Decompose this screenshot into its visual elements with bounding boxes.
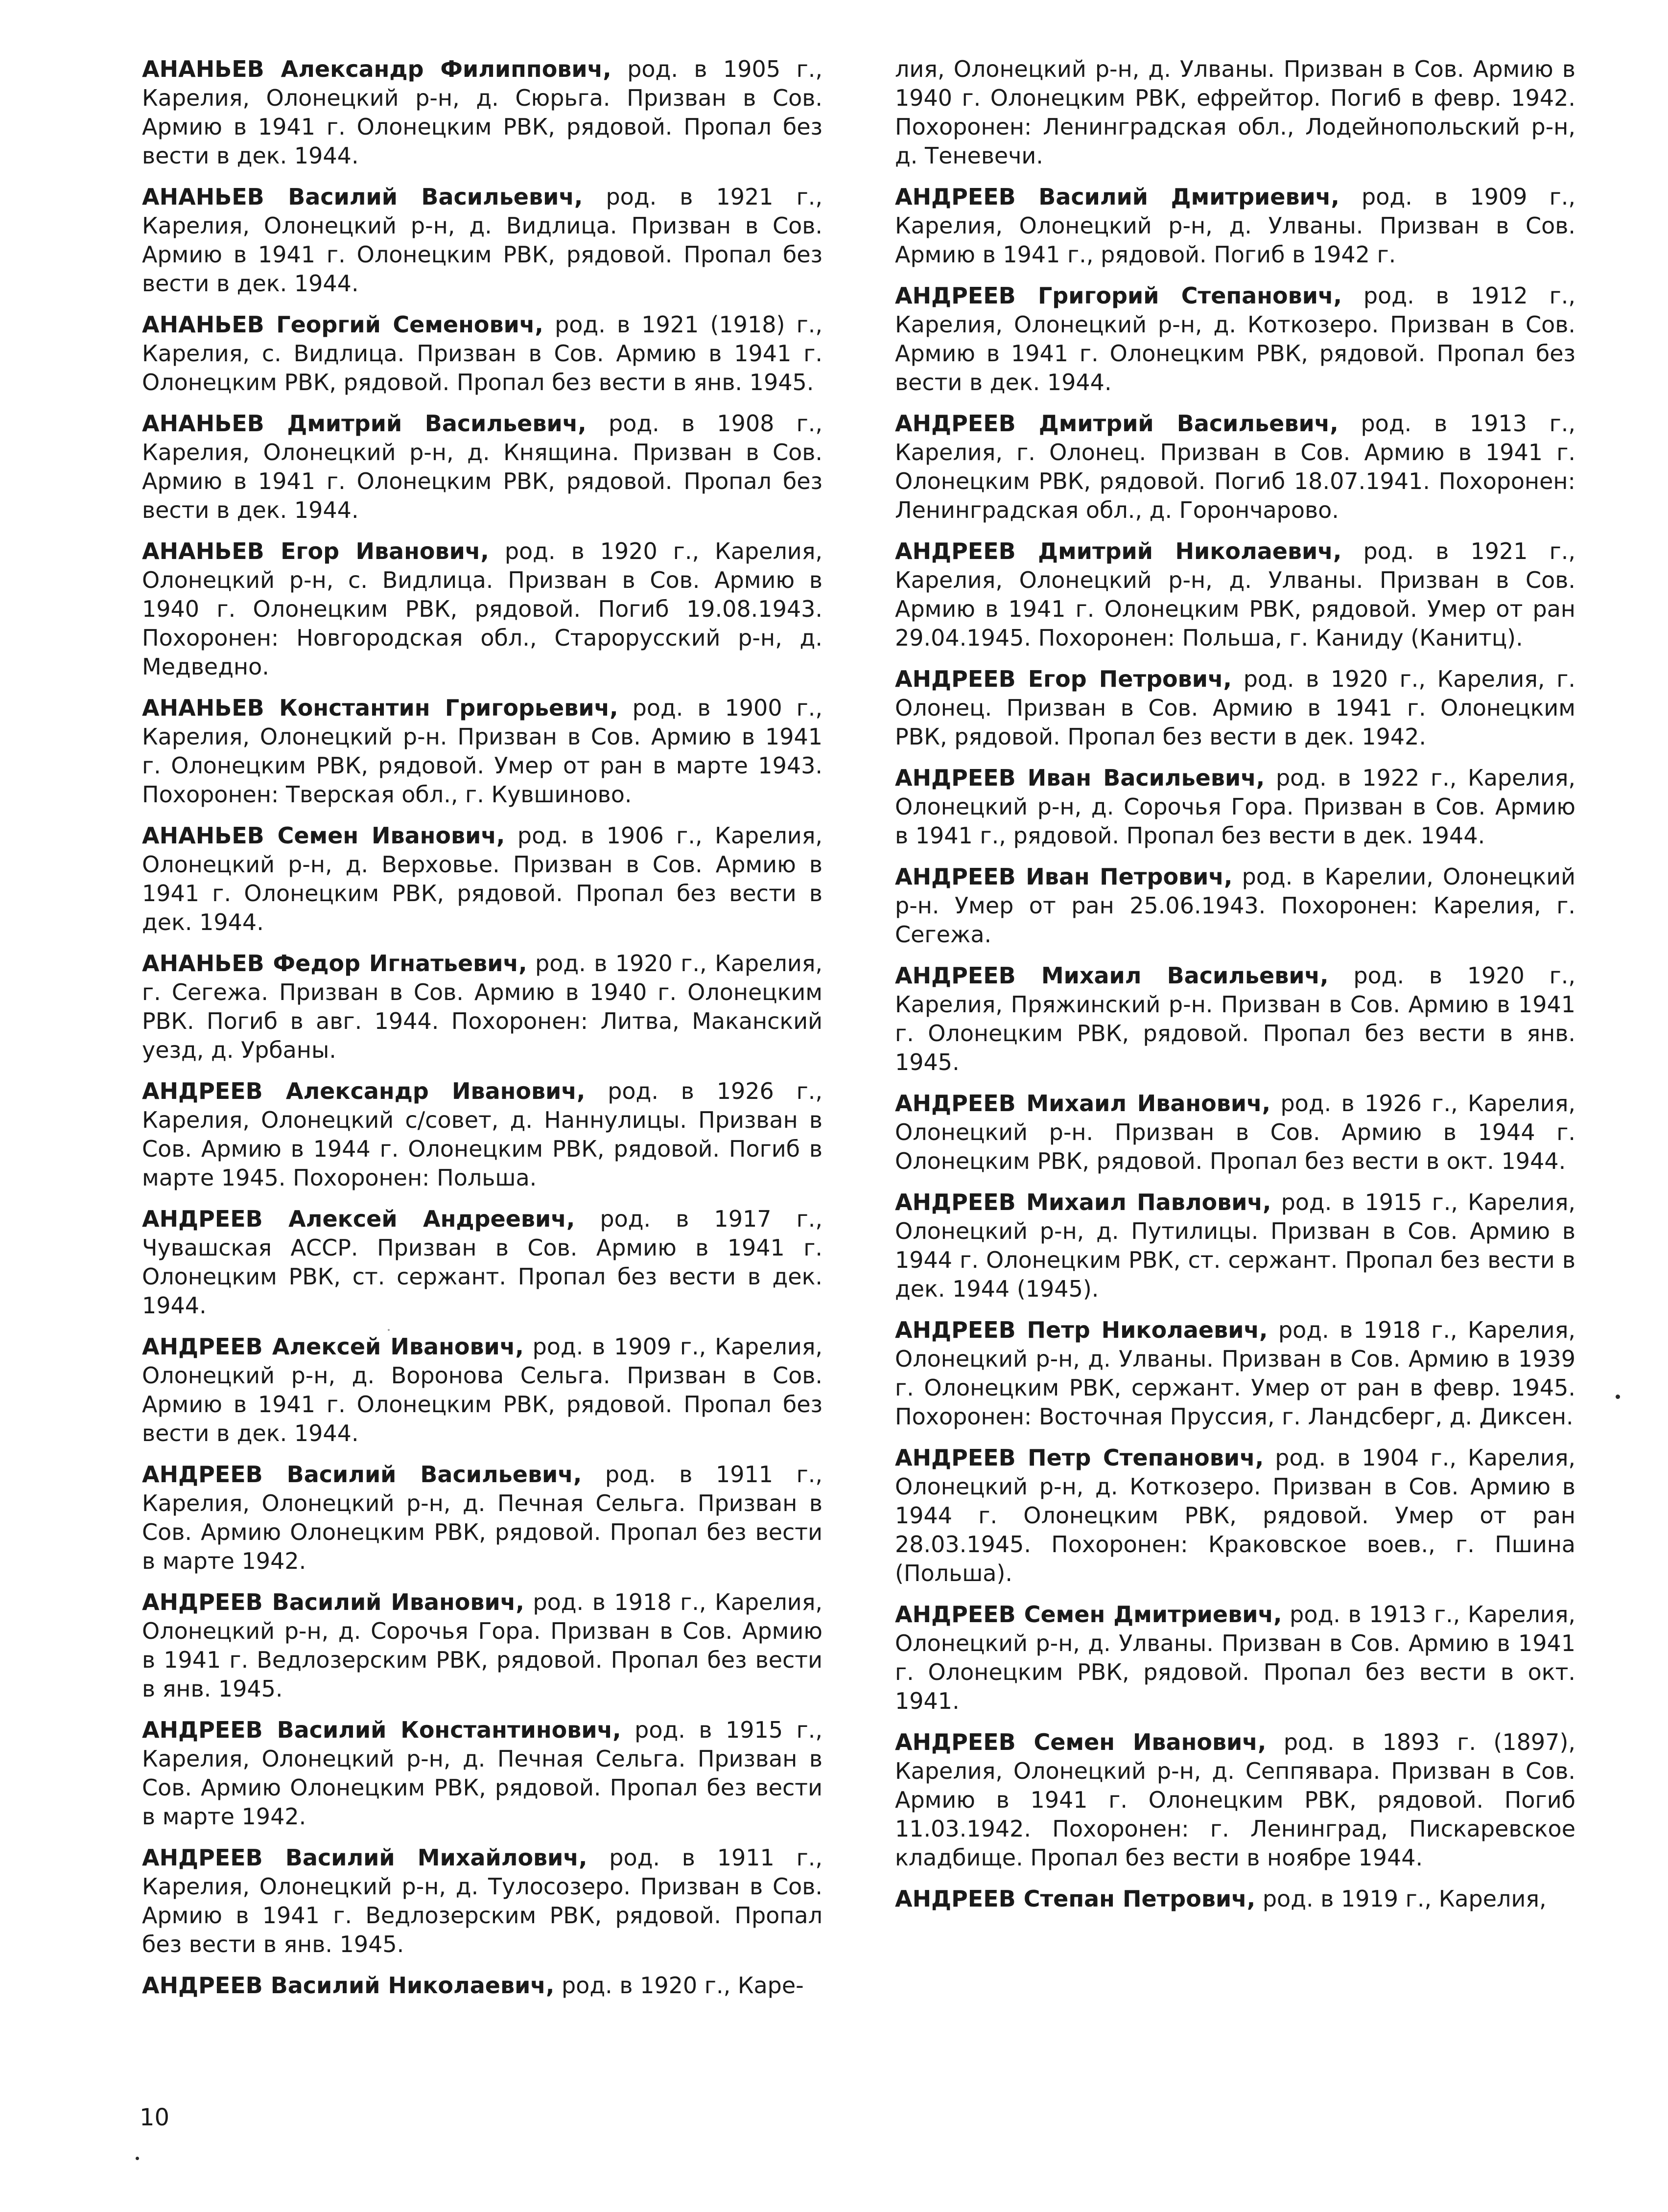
entry: [895, 537, 1575, 652]
entry: [895, 961, 1575, 1077]
entry-name: АНАНЬЕВ Федор Игнатьевич,: [142, 950, 527, 977]
entry-name: АНДРЕЕВ Василий Васильевич,: [142, 1461, 582, 1488]
entry-text: род. в 1926 г., Карелия, Олонецкий р-н. Призван в Сов. Армию в 1944 г. Олонецким РВК, рядовой. Пропал без вести в окт. 1944.: [895, 1090, 1575, 1174]
entry-text: род. в 1911 г., Карелия, Олонецкий р-н, д. Печная Сельга. Призван в Сов. Армию Олонецким РВК, рядовой. Пропал без вести в марте 1942.: [142, 1461, 822, 1574]
entry-text: род. в 1915 г., Карелия, Олонецкий р-н, д. Печная Сельга. Призван в Сов. Армию Олонецким РВК, рядовой. Пропал без вести в марте 1942.: [142, 1717, 822, 1830]
entry-name: АНДРЕЕВ Александр Иванович,: [142, 1078, 586, 1104]
entry: [142, 1205, 822, 1320]
entry: [142, 183, 822, 298]
entry-text: род. в Карелии, Олонецкий р-н. Умер от ран 25.06.1943. Похоронен: Карелия, г. Сегежа.: [895, 863, 1575, 948]
entry: [142, 537, 822, 681]
entry-name: АНДРЕЕВ Егор Петрович,: [895, 666, 1232, 692]
entry-name: АНДРЕЕВ Петр Николаевич,: [895, 1317, 1268, 1343]
entry-name: АНДРЕЕВ Василий Дмитриевич,: [895, 184, 1339, 210]
page-number: 10: [140, 2104, 170, 2131]
entry-name: АНДРЕЕВ Григорий Степанович,: [895, 282, 1342, 309]
entry: [142, 1843, 822, 1959]
entry: [142, 55, 822, 170]
entry-text: род. в 1909 г., Карелия, Олонецкий р-н, д. Воронова Сельга. Призван в Сов. Армию в 1941 г. Олонецким РВК, рядовой. Пропал без вести в дек. 1944.: [142, 1333, 823, 1446]
entry-name: АНДРЕЕВ Алексей Андреевич,: [142, 1206, 575, 1232]
entry: [895, 1316, 1575, 1431]
entry-text: лия, Олонецкий р-н, д. Улваны. Призван в Сов. Армию в 1940 г. Олонецким РВК, ефрейтор. Погиб в февр. 1942. Похоронен: Ленинградская обл., Лодейнопольский р-н, д. Теневечи.: [895, 56, 1575, 169]
entry-text: род. в 1913 г., Карелия, г. Олонец. Призван в Сов. Армию в 1941 г. Олонецким РВК, рядовой. Погиб 18.07.1941. Похоронен: Ленинградская обл., д. Горончарово.: [895, 410, 1576, 523]
entry-name: АНДРЕЕВ Василий Константинович,: [142, 1717, 621, 1743]
entry-name: АНДРЕЕВ Семен Иванович,: [895, 1729, 1267, 1755]
entry-text: род. в 1909 г., Карелия, Олонецкий р-н, д. Улваны. Призван в Сов. Армию в 1941 г., рядовой. Погиб в 1942 г.: [895, 184, 1575, 268]
entry-text: род. в 1913 г., Карелия, Олонецкий р-н, д. Улваны. Призван в Сов. Армию в 1941 г. Олонецким РВК, рядовой. Пропал без вести в окт. 1941.: [895, 1601, 1575, 1714]
entry-name: АНДРЕЕВ Семен Дмитриевич,: [895, 1601, 1282, 1628]
entry: [895, 665, 1575, 751]
entry-text: род. в 1920 г., Карелия, г. Сегежа. Призван в Сов. Армию в 1940 г. Олонецким РВК. Погиб в авг. 1944. Похоронен: Литва, Маканский уезд, д. Урбаны.: [142, 950, 823, 1063]
entry-text: род. в 1906 г., Карелия, Олонецкий р-н, д. Верховье. Призван в Сов. Армию в 1941 г. Олонецким РВК, рядовой. Пропал без вести в дек. 1944.: [142, 822, 822, 935]
entry-name: АНАНЬЕВ Георгий Семенович,: [142, 311, 543, 338]
entry-name: АНАНЬЕВ Александр Филиппович,: [142, 56, 611, 82]
entry-text: род. в 1919 г., Карелия,: [1262, 1886, 1547, 1912]
entry: [895, 1444, 1575, 1588]
entry-text: род. в 1920 г., Карелия, г. Олонец. Призван в Сов. Армию в 1941 г. Олонецким РВК, рядовой. Пропал без вести в дек. 1942.: [895, 666, 1575, 750]
entry-text: род. в 1922 г., Карелия, Олонецкий р-н, д. Сорочья Гора. Призван в Сов. Армию в 1941 г., рядовой. Пропал без вести в дек. 1944.: [895, 765, 1575, 849]
left-column: [142, 55, 822, 2012]
entry-text: род. в 1911 г., Карелия, Олонецкий р-н, д. Тулосозеро. Призван в Сов. Армию в 1941 г. Ведлозерским РВК, рядовой. Пропал без вести в янв. 1945.: [142, 1844, 822, 1957]
entry: [142, 1460, 822, 1576]
entry-text: род. в 1918 г., Карелия, Олонецкий р-н, д. Сорочья Гора. Призван в Сов. Армию в 1941 г. Ведлозерским РВК, рядовой. Пропал без вести в янв. 1945.: [142, 1589, 822, 1702]
entry-name: АНДРЕЕВ Михаил Павлович,: [895, 1189, 1271, 1215]
scan-speck: [1616, 1395, 1620, 1399]
entry-text: род. в 1917 г., Чувашская АССР. Призван в Сов. Армию в 1941 г. Олонецким РВК, ст. сержант. Пропал без вести в дек. 1944.: [142, 1206, 822, 1319]
entry: [895, 1728, 1575, 1872]
entry-text: род. в 1921 г., Карелия, Олонецкий р-н, д. Улваны. Призван в Сов. Армию в 1941 г. Олонецким РВК, рядовой. Умер от ран 29.04.1945. Похоронен: Польша, г. Каниду (Канитц).: [895, 538, 1576, 651]
entry-text: род. в 1904 г., Карелия, Олонецкий р-н, д. Коткозеро. Призван в Сов. Армию в 1944 г. Олонецким РВК, рядовой. Умер от ран 28.03.1945. Похоронен: Краковское воев., г. Пшина (Польша).: [895, 1444, 1575, 1586]
entry-name: АНАНЬЕВ Василий Васильевич,: [142, 184, 583, 210]
entry: [142, 1588, 822, 1703]
entry-text: род. в 1900 г., Карелия, Олонецкий р-н. Призван в Сов. Армию в 1941 г. Олонецким РВК, рядовой. Умер от ран в марте 1943. Похоронен: Тверская обл., г. Кувшиново.: [142, 695, 822, 808]
entry-name: АНДРЕЕВ Дмитрий Николаевич,: [895, 538, 1342, 564]
entry-name: АНДРЕЕВ Василий Николаевич,: [142, 1972, 555, 1999]
entry: [895, 1885, 1575, 1913]
entry: [142, 409, 822, 525]
entry: [142, 694, 822, 809]
entry-name: АНДРЕЕВ Иван Петрович,: [895, 863, 1233, 890]
entry-name: АНДРЕЕВ Михаил Васильевич,: [895, 962, 1329, 989]
entry-name: АНДРЕЕВ Михаил Иванович,: [895, 1090, 1271, 1117]
entry: [895, 862, 1575, 949]
entry-name: АНДРЕЕВ Алексей Иванович,: [142, 1333, 524, 1360]
entry-name: АНДРЕЕВ Иван Васильевич,: [895, 765, 1265, 791]
entry-text: род. в 1915 г., Карелия, Олонецкий р-н, д. Путилицы. Призван в Сов. Армию в 1944 г. Олонецким РВК, ст. сержант. Пропал без вести в дек. 1944 (1945).: [895, 1189, 1576, 1302]
entry: [895, 409, 1575, 525]
entry: [895, 1089, 1575, 1176]
entry-text: род. в 1920 г., Каре-: [561, 1972, 804, 1999]
entry-text: род. в 1926 г., Карелия, Олонецкий с/совет, д. Наннулицы. Призван в Сов. Армию в 1944 г. Олонецким РВК, рядовой. Погиб в марте 1945. Похоронен: Польша.: [142, 1078, 822, 1191]
entry: [895, 281, 1575, 397]
entry: [895, 183, 1575, 269]
entry: [142, 1716, 822, 1831]
entry-name: АНДРЕЕВ Василий Михайлович,: [142, 1844, 587, 1871]
scan-speck: [388, 1329, 390, 1331]
entry-text: род. в 1912 г., Карелия, Олонецкий р-н, д. Коткозеро. Призван в Сов. Армию в 1941 г. Олонецким РВК, рядовой. Пропал без вести в дек. 1944.: [895, 282, 1575, 396]
right-column: [895, 55, 1575, 1926]
entry: [142, 1332, 822, 1448]
entry-text: род. в 1918 г., Карелия, Олонецкий р-н, д. Улваны. Призван в Сов. Армию в 1939 г. Олонецким РВК, сержант. Умер от ран в февр. 1945. Похоронен: Восточная Пруссия, г. Ландсберг, д. Диксен.: [895, 1317, 1575, 1430]
entry-continuation: [895, 55, 1575, 170]
scan-speck: [136, 2157, 139, 2160]
entry-text: род. в 1893 г. (1897), Карелия, Олонецкий р-н, д. Сеппявара. Призван в Сов. Армию в 1941 г. Олонецким РВК, рядовой. Погиб 11.03.1942. Похоронен: г. Ленинград, Пискаревское кладбище. Пропал без вести в ноябре 1944.: [895, 1729, 1576, 1871]
entry: [142, 949, 822, 1065]
entry-name: АНАНЬЕВ Дмитрий Васильевич,: [142, 410, 587, 437]
entry: [895, 764, 1575, 850]
entry: [895, 1600, 1575, 1716]
entry-text: род. в 1920 г., Карелия, Олонецкий р-н, с. Видлица. Призван в Сов. Армию в 1940 г. Олонецким РВК, рядовой. Погиб 19.08.1943. Похоронен: Новгородская обл., Старорусский р-н, д. Медведно.: [142, 538, 822, 680]
entry-name: АНДРЕЕВ Петр Степанович,: [895, 1444, 1264, 1471]
entry-text: род. в 1905 г., Карелия, Олонецкий р-н, д. Сюрьга. Призван в Сов. Армию в 1941 г. Олонецким РВК, рядовой. Пропал без вести в дек. 1944.: [142, 56, 822, 169]
entry-name: АНАНЬЕВ Егор Иванович,: [142, 538, 489, 564]
entry-name: АНАНЬЕВ Семен Иванович,: [142, 822, 505, 849]
entry-name: АНДРЕЕВ Василий Иванович,: [142, 1589, 524, 1615]
entry-text: род. в 1921 г., Карелия, Олонецкий р-н, д. Видлица. Призван в Сов. Армию в 1941 г. Олонецким РВК, рядовой. Пропал без вести в дек. 1944.: [142, 184, 822, 297]
entry-name: АНАНЬЕВ Константин Григорьевич,: [142, 695, 618, 721]
entry: [142, 821, 822, 937]
entry: [142, 1971, 822, 2000]
entry-name: АНДРЕЕВ Степан Петрович,: [895, 1886, 1256, 1912]
entry-text: род. в 1921 (1918) г., Карелия, с. Видлица. Призван в Сов. Армию в 1941 г. Олонецким РВК, рядовой. Пропал без вести в янв. 1945.: [142, 311, 822, 396]
entry: [142, 310, 822, 397]
entry: [142, 1077, 822, 1192]
entry-text: род. в 1908 г., Карелия, Олонецкий р-н, д. Княщина. Призван в Сов. Армию в 1941 г. Олонецким РВК, рядовой. Пропал без вести в дек. 1944.: [142, 410, 822, 523]
entry: [895, 1188, 1575, 1304]
entry-text: род. в 1920 г., Карелия, Пряжинский р-н. Призван в Сов. Армию в 1941 г. Олонецким РВК, рядовой. Пропал без вести в янв. 1945.: [895, 962, 1575, 1075]
entry-name: АНДРЕЕВ Дмитрий Васильевич,: [895, 410, 1339, 437]
